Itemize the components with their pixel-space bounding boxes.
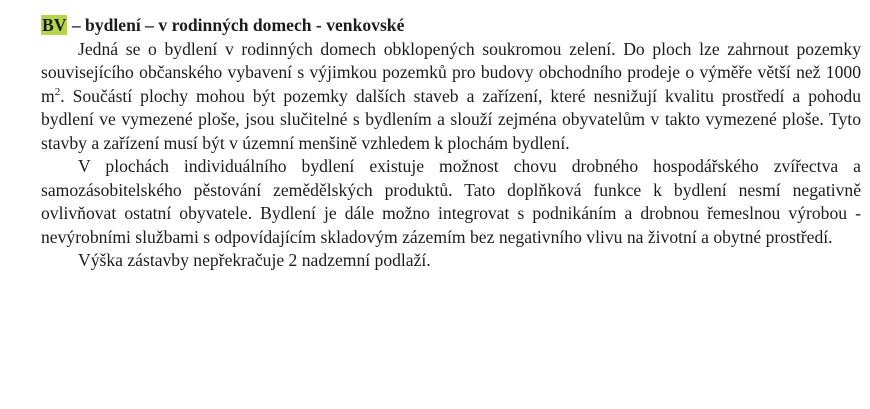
- paragraph-livestock: V plochách individuálního bydlení existuje možnost chovu drobného hospodářského zvířectva a samozásobitelského pěstování zemědělských produktů. Tato doplňková funkce k bydlení nesmí negativně ovlivňovat ostatní obyvatele. Bydlení je dále možno integrovat s podnikáním a drobnou řemeslnou výrobou - nevýrobními službami s odpovídajícím skladovým zázemím bez negativního vlivu na životní a obytné prostředí.: [41, 156, 861, 247]
- paragraph-definition: [41, 38, 861, 156]
- section-title: – bydlení – v rodinných domech - venkovské: [67, 15, 405, 35]
- area-unit-exponent: 2: [54, 85, 61, 98]
- section-heading: [41, 14, 861, 38]
- paragraph-definition-text: Jedná se o bydlení v rodinných domech obklopených soukromou zelení. Do ploch lze zahrnout pozemky souvisejícího občanského vybavení s výjimkou pozemků pro budovy obchodního prodeje o výměře větší než 1000 m: [41, 38, 861, 106]
- section-code-highlight: BV: [42, 15, 67, 35]
- paragraph-building-height: Výška zástavby nepřekračuje 2 nadzemní podlaží.: [78, 250, 431, 270]
- document-body: [41, 14, 861, 273]
- paragraph-definition-text-cont: . Součástí plochy mohou být pozemky dalších staveb a zařízení, které nesnižují kvalitu prostředí a pohodu bydlení ve vymezené ploše, jsou slučitelné s bydlením a slouží zejména obyvatelům v takto vymezené ploše. Tyto stavby a zařízení musí být v územní menšině vzhledem k plochám bydlení.: [41, 85, 861, 153]
